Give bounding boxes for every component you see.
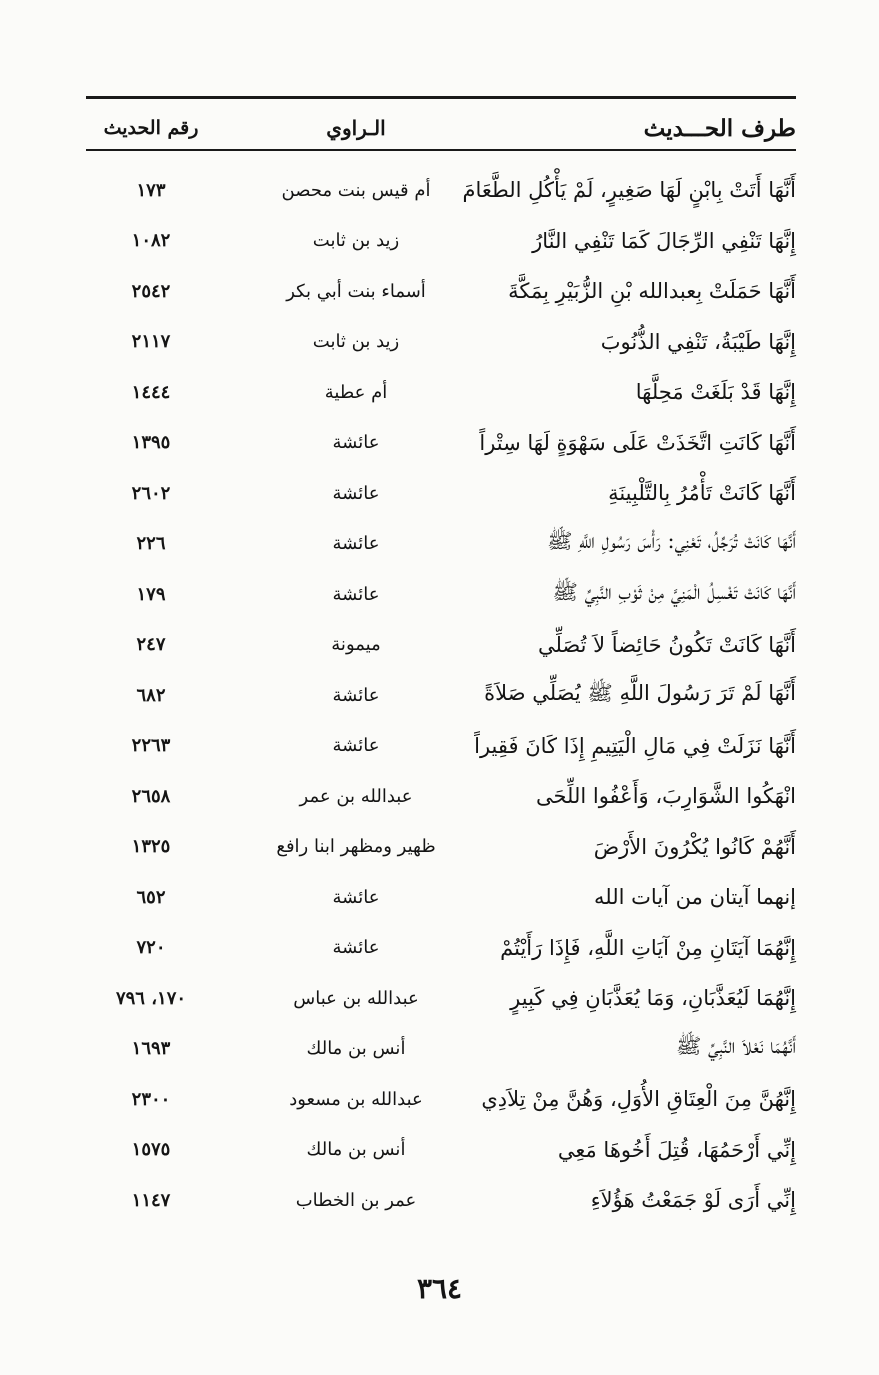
- hadith-text: أَنَّهَا حَمَلَتْ بِعبدالله بْنِ الزُّبَيْرِ بِمَكَّةَ: [508, 279, 796, 304]
- table-row: [86, 317, 796, 368]
- narrator-name: أسماء بنت أبي بكر: [286, 280, 426, 302]
- top-rule: [86, 96, 796, 99]
- table-row: [86, 569, 796, 620]
- narrator-name: أم عطية: [324, 381, 388, 403]
- hadith-number: ١٤٤٤: [131, 381, 171, 403]
- narrator-name: عائشة: [332, 735, 380, 757]
- hadith-number: ٢٣٠٠: [131, 1088, 171, 1110]
- table-row: [86, 721, 796, 772]
- hadith-number: ٧٢٠: [136, 937, 166, 959]
- table-row: [86, 1175, 796, 1226]
- hadith-number: ١٧٠، ٧٩٦: [115, 987, 187, 1009]
- narrator-name: زيد بن ثابت: [312, 230, 400, 252]
- narrator-name: عبدالله بن عباس: [293, 987, 419, 1009]
- hadith-number: ١٥٧٥: [131, 1139, 171, 1161]
- hadith-number: ٢٢٦٣: [131, 735, 171, 757]
- table-row: [86, 367, 796, 418]
- table-row: [86, 1074, 796, 1125]
- header-narrator: الـراوي: [326, 116, 386, 140]
- table-row: [86, 771, 796, 822]
- table-row: [86, 670, 796, 721]
- hadith-text: إِنِّي أَرَى لَوْ جَمَعْتُ هَؤُلاَءِ: [590, 1188, 796, 1213]
- narrator-name: أم قيس بنت محصن: [281, 179, 431, 201]
- header-number: رقم الحديث: [103, 117, 199, 139]
- narrator-name: عائشة: [332, 482, 380, 504]
- hadith-text: أَنَّهَا كَانَتِ اتَّخَذَتْ عَلَى سَهْوَةٍ لَهَا سِتْراً: [479, 430, 796, 455]
- hadith-text: أَنَّهَا كَانَتْ تَكُونُ حَائِضاً لاَ تُصَلِّي: [537, 632, 796, 657]
- header-rule: [86, 149, 796, 151]
- hadith-number: ٢٤٧: [136, 634, 166, 656]
- narrator-name: ظهير ومظهر ابنا رافع: [276, 836, 436, 858]
- hadith-text: أَنَّهَا لَمْ تَرَ رَسُولَ اللَّهِ ﷺ يُصَلِّي صَلاَةً: [484, 680, 796, 705]
- hadith-text: أَنَّهُمْ كَانُوا يُكْرُونَ الأَرْضَ: [593, 834, 796, 859]
- narrator-name: أنس بن مالك: [306, 1038, 406, 1060]
- table-body: [86, 165, 796, 1226]
- table-row: [86, 266, 796, 317]
- hadith-text: إِنَّهَا تَنْفِي الرِّجَالَ كَمَا تَنْفِي النَّارُ: [532, 228, 796, 253]
- hadith-text: إِنَّهَا طَيْبَةُ، تَنْفِي الذُّنُوبَ: [600, 329, 796, 354]
- table-row: [86, 1024, 796, 1075]
- narrator-name: عائشة: [332, 583, 380, 605]
- hadith-number: ١٧٣: [136, 179, 166, 201]
- narrator-name: ميمونة: [331, 634, 381, 656]
- hadith-text: إِنَّهُنَّ مِنَ الْعِتَاقِ الأُوَلِ، وَهُنَّ مِنْ تِلاَدِي: [481, 1087, 796, 1112]
- table-row: [86, 468, 796, 519]
- hadith-text: إِنَّهَا قَدْ بَلَغَتْ مَحِلَّهَا: [635, 380, 796, 405]
- table-row: [86, 822, 796, 873]
- table-row: [86, 620, 796, 671]
- hadith-text: أَنَّهَا كَانَتْ تَغْسِلُ الْمَنِيَّ مِنْ ثَوْبِ النَّبِيِّ ﷺ: [552, 579, 796, 604]
- narrator-name: عائشة: [332, 684, 380, 706]
- hadith-number: ٢١١٧: [131, 331, 171, 353]
- hadith-number: ٢٦٥٨: [131, 785, 171, 807]
- hadith-number: ١٧٩: [136, 583, 166, 605]
- hadith-text: أَنَّهُمَا نَعْلاَ النَّبِيِّ ﷺ: [676, 1034, 796, 1059]
- table-row: [86, 923, 796, 974]
- hadith-number: ٦٨٢: [136, 684, 166, 706]
- hadith-number: ١٦٩٣: [131, 1038, 171, 1060]
- hadith-text: أَنَّهَا أَتَتْ بِابْنٍ لَهَا صَغِيرٍ، لَمْ يَأْكُلِ الطَّعَامَ: [462, 178, 796, 203]
- narrator-name: عائشة: [332, 886, 380, 908]
- table-row: [86, 1125, 796, 1176]
- narrator-name: أنس بن مالك: [306, 1139, 406, 1161]
- table-row: [86, 973, 796, 1024]
- hadith-number: ١١٤٧: [131, 1189, 171, 1211]
- narrator-name: عائشة: [332, 937, 380, 959]
- hadith-text: انْهَكُوا الشَّوَارِبَ، وَأَعْفُوا اللِّحَى: [535, 784, 796, 809]
- hadith-text: أَنَّهَا كَانَتْ تَأْمُرُ بِالتَّلْبِينَةِ: [608, 481, 796, 506]
- page-number: ٣٦٤: [416, 1272, 463, 1305]
- hadith-number: ٢٥٤٢: [131, 280, 171, 302]
- hadith-text: إِنَّهُمَا لَيُعَذَّبَانِ، وَمَا يُعَذَّبَانِ فِي كَبِيرٍ: [510, 986, 796, 1011]
- hadith-number: ٢٦٠٢: [131, 482, 171, 504]
- hadith-text: إنهما آيتان من آيات الله: [594, 885, 796, 910]
- hadith-number: ١٠٨٢: [131, 230, 171, 252]
- table-row: [86, 418, 796, 469]
- table-row: [86, 872, 796, 923]
- narrator-name: عائشة: [332, 432, 380, 454]
- header-hadith: طرف الحـــديث: [643, 114, 796, 142]
- table-row: [86, 216, 796, 267]
- table-row: [86, 519, 796, 570]
- hadith-text: أَنَّهَا كَانَتْ تُرَجِّلُ، تَعْنِي: رَأْسَ رَسُولِ اللَّهِ ﷺ: [547, 529, 796, 554]
- narrator-name: زيد بن ثابت: [312, 331, 400, 353]
- narrator-name: عبدالله بن مسعود: [289, 1088, 423, 1110]
- hadith-text: إِنَّهُمَا آيَتَانِ مِنْ آيَاتِ اللَّهِ، فَإِذَا رَأَيْتُمْ: [500, 935, 796, 960]
- narrator-name: عبدالله بن عمر: [299, 785, 413, 807]
- hadith-number: ١٣٩٥: [131, 432, 171, 454]
- hadith-text: إِنِّي أَرْحَمُهَا، قُتِلَ أَخُوهَا مَعِي: [557, 1137, 796, 1162]
- hadith-number: ٢٢٦: [136, 533, 166, 555]
- hadith-number: ٦٥٢: [136, 886, 166, 908]
- hadith-number: ١٣٢٥: [131, 836, 171, 858]
- table-header: [86, 108, 796, 148]
- narrator-name: عمر بن الخطاب: [295, 1189, 417, 1211]
- narrator-name: عائشة: [332, 533, 380, 555]
- table-row: [86, 165, 796, 216]
- hadith-text: أَنَّهَا نَزَلَتْ فِي مَالِ الْيَتِيمِ إِذَا كَانَ فَقِيراً: [474, 733, 796, 758]
